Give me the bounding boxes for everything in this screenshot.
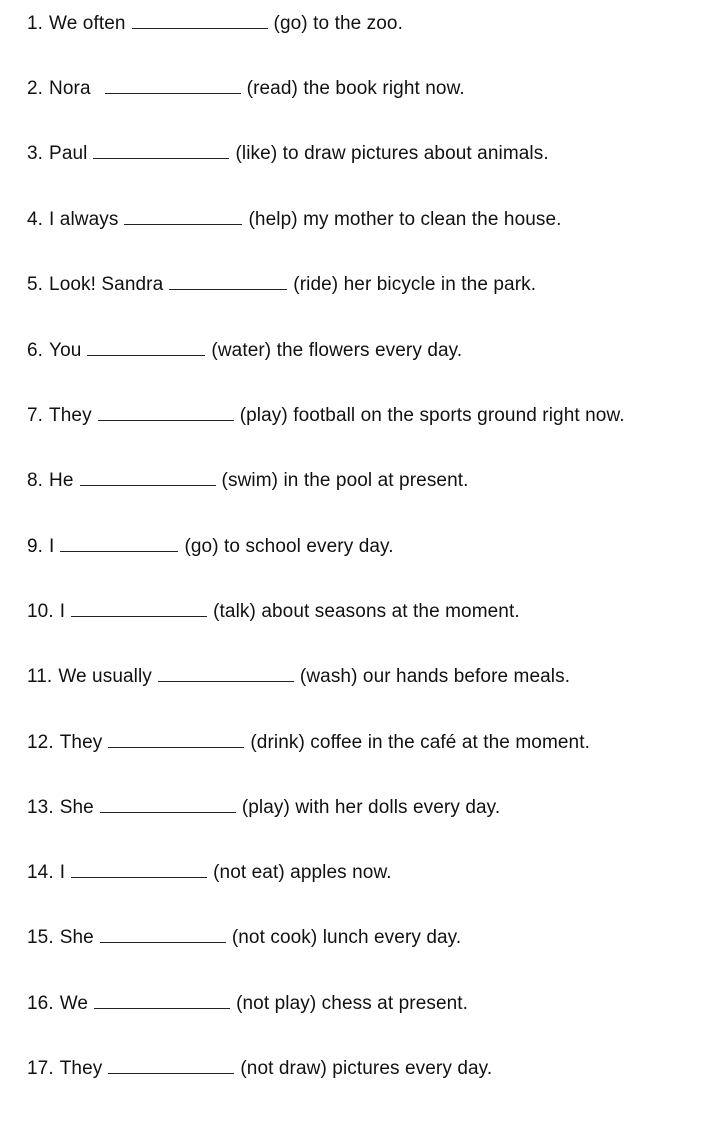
item-rest: our hands before meals. <box>362 666 571 687</box>
item-number: 7. <box>27 405 44 426</box>
item-number: 13. <box>27 797 54 818</box>
item-rest: apples now. <box>290 862 392 883</box>
item-rest: in the pool at present. <box>283 470 469 491</box>
exercise-item <box>27 598 520 626</box>
exercise-item <box>27 467 469 495</box>
item-verb: (play) <box>241 797 290 818</box>
item-verb: (read) <box>246 78 298 99</box>
item-lead: I <box>49 536 55 557</box>
item-number: 2. <box>27 78 44 99</box>
exercise-item <box>27 1055 492 1083</box>
item-rest: the flowers every day. <box>276 340 463 361</box>
exercise-item <box>27 990 468 1018</box>
exercise-item <box>27 729 590 757</box>
exercise-item <box>27 663 570 691</box>
item-number: 16. <box>27 993 54 1014</box>
item-verb: (like) <box>235 143 278 164</box>
answer-blank[interactable] <box>98 404 234 421</box>
item-rest: lunch every day. <box>322 927 462 948</box>
exercise-item <box>27 794 500 822</box>
item-verb: (go) <box>273 13 308 34</box>
item-verb: (not cook) <box>231 927 318 948</box>
item-rest: chess at present. <box>321 993 469 1014</box>
item-lead: They <box>59 732 103 753</box>
item-verb: (swim) <box>221 470 279 491</box>
item-lead: I <box>59 601 66 622</box>
answer-blank[interactable] <box>93 142 229 159</box>
item-rest: to the zoo. <box>313 13 403 34</box>
exercise-item <box>27 924 461 952</box>
item-verb: (not play) <box>236 993 317 1014</box>
answer-blank[interactable] <box>87 339 205 356</box>
item-verb: (not draw) <box>240 1058 327 1079</box>
item-lead: We <box>59 993 89 1014</box>
item-verb: (not eat) <box>213 862 285 883</box>
item-lead: She <box>59 797 94 818</box>
answer-blank[interactable] <box>80 469 216 486</box>
answer-blank[interactable] <box>169 273 287 290</box>
item-lead: I <box>59 862 66 883</box>
item-verb: (drink) <box>250 732 305 753</box>
item-number: 12. <box>27 732 54 753</box>
item-verb: (water) <box>211 340 272 361</box>
item-number: 11. <box>27 666 53 687</box>
item-rest: to school every day. <box>224 536 394 557</box>
item-rest: her bicycle in the park. <box>343 274 537 295</box>
exercise-item <box>27 206 562 234</box>
item-rest: pictures every day. <box>332 1058 493 1079</box>
item-rest: to draw pictures about animals. <box>282 143 549 164</box>
answer-blank[interactable] <box>132 12 268 29</box>
item-lead: Paul <box>49 143 88 164</box>
exercise-item <box>27 402 625 430</box>
item-number: 4. <box>27 209 44 230</box>
answer-blank[interactable] <box>105 77 241 94</box>
answer-blank[interactable] <box>94 992 230 1009</box>
exercise-item <box>27 533 394 561</box>
item-lead: He <box>49 470 74 491</box>
item-number: 15. <box>27 927 54 948</box>
exercise-item <box>27 337 462 365</box>
exercise-item <box>27 859 392 887</box>
item-verb: (help) <box>248 209 298 230</box>
item-rest: about seasons at the moment. <box>261 601 520 622</box>
item-verb: (play) <box>239 405 288 426</box>
answer-blank[interactable] <box>124 208 242 225</box>
answer-blank[interactable] <box>60 535 178 552</box>
item-lead: They <box>49 405 92 426</box>
answer-blank[interactable] <box>108 731 244 748</box>
item-lead: Nora <box>49 78 91 99</box>
answer-blank[interactable] <box>100 926 226 943</box>
item-number: 5. <box>27 274 44 295</box>
item-lead: Look! Sandra <box>49 274 164 295</box>
answer-blank[interactable] <box>71 861 207 878</box>
item-lead: We often <box>49 13 126 34</box>
exercise-item <box>27 271 536 299</box>
item-rest: my mother to clean the house. <box>303 209 562 230</box>
item-number: 17. <box>27 1058 54 1079</box>
exercise-item <box>27 140 549 168</box>
item-lead: We usually <box>58 666 152 687</box>
item-number: 10. <box>27 601 54 622</box>
item-rest: football on the sports ground right now. <box>293 405 625 426</box>
item-verb: (wash) <box>299 666 358 687</box>
item-number: 8. <box>27 470 44 491</box>
item-verb: (talk) <box>213 601 256 622</box>
item-number: 6. <box>27 340 44 361</box>
item-rest: coffee in the café at the moment. <box>310 732 590 753</box>
item-lead: I always <box>49 209 119 230</box>
item-rest: the book right now. <box>303 78 465 99</box>
item-lead: They <box>59 1058 103 1079</box>
item-lead: You <box>49 340 82 361</box>
answer-blank[interactable] <box>71 600 207 617</box>
item-number: 9. <box>27 536 44 557</box>
item-number: 3. <box>27 143 44 164</box>
answer-blank[interactable] <box>100 796 236 813</box>
item-lead: She <box>59 927 94 948</box>
item-verb: (ride) <box>293 274 339 295</box>
item-rest: with her dolls every day. <box>295 797 501 818</box>
item-number: 14. <box>27 862 54 883</box>
item-verb: (go) <box>184 536 219 557</box>
answer-blank[interactable] <box>158 665 294 682</box>
answer-blank[interactable] <box>108 1057 234 1074</box>
exercise-item <box>27 10 403 38</box>
exercise-item <box>27 75 465 103</box>
item-number: 1. <box>27 13 44 34</box>
